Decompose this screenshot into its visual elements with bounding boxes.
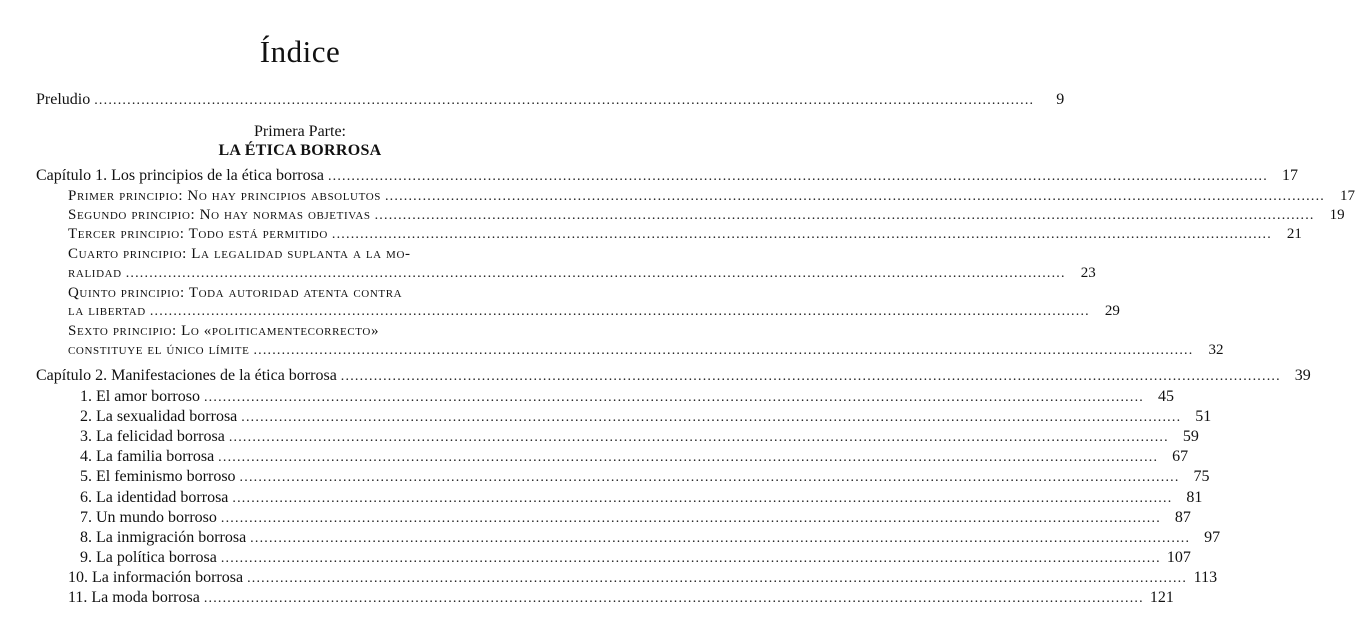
toc-entry-page: 87 <box>1174 509 1191 526</box>
toc-entry-principle-6 <box>68 341 1224 360</box>
toc-entry-label: 6. La identidad borrosa <box>80 489 229 506</box>
toc-entry-label: 2. La sexualidad borrosa <box>80 408 238 425</box>
toc-entry-label: 8. La inmigración borrosa <box>80 529 247 546</box>
toc-entry-label: Primer principio: No hay principios absolutos <box>68 188 381 204</box>
toc-entry-label: constituye el único límite <box>68 342 250 358</box>
toc-entry-label: la libertad <box>68 303 146 319</box>
toc-entry-page: 121 <box>1149 589 1174 606</box>
toc-entry-page: 113 <box>1193 569 1218 586</box>
toc-entry-section-2 <box>80 407 1212 427</box>
dot-leader: ........................................................................................................................................................................................................ <box>228 430 1169 445</box>
toc-entry-page: 29 <box>1104 303 1120 319</box>
toc-entry-section-4 <box>80 447 1189 467</box>
toc-entry-label: Capítulo 1. Los principios de la ética borrosa <box>36 167 324 184</box>
toc-entry-label: 1. El amor borroso <box>80 388 200 405</box>
dot-leader: ........................................................................................................................................................................................................ <box>149 304 1090 319</box>
dot-leader: ........................................................................................................................................................................................................ <box>220 511 1161 526</box>
toc-entry-page: 32 <box>1208 342 1224 358</box>
toc-entry-section-5 <box>80 467 1210 487</box>
toc-entry-label: Tercer principio: Todo está permitido <box>68 226 328 242</box>
toc-entry-principle-2 <box>68 206 1345 225</box>
toc-entry-section-6 <box>80 488 1203 508</box>
toc-entry-section-7 <box>80 508 1191 528</box>
toc-entry-chapter-2 <box>36 366 1311 386</box>
toc-entry-page: 67 <box>1172 448 1189 465</box>
page-title: Índice <box>259 34 341 69</box>
part-title: LA ÉTICA BORROSA <box>218 142 382 159</box>
toc-entry-chapter-1 <box>36 166 1298 186</box>
dot-leader: ........................................................................................................................................................................................................ <box>247 571 1188 586</box>
dot-leader: ........................................................................................................................................................................................................ <box>384 189 1325 204</box>
toc-entry-page: 107 <box>1166 549 1191 566</box>
toc-entry-page: 39 <box>1294 367 1311 384</box>
dot-leader: ........................................................................................................................................................................................................ <box>241 410 1182 425</box>
toc-entry-principle-4 <box>68 264 1096 283</box>
toc-entry-principle-1 <box>68 187 1355 206</box>
toc-entry-principle-3 <box>68 225 1302 244</box>
toc-entry-label: 9. La política borrosa <box>80 549 217 566</box>
toc-entry-page: 9 <box>1056 91 1065 108</box>
toc-entry-section-11 <box>68 588 1174 608</box>
dot-leader: ........................................................................................................................................................................................................ <box>250 531 1191 546</box>
toc-entry-principle-6-line-1: Sexto principio: Lo «politicamentecorrecto» <box>68 323 380 339</box>
toc-entry-page: 51 <box>1195 408 1212 425</box>
dot-leader: ........................................................................................................................................................................................................ <box>220 551 1161 566</box>
dot-leader: ........................................................................................................................................................................................................ <box>253 343 1194 358</box>
toc-entry-label: ralidad <box>68 265 122 281</box>
toc-entry-label: Preludio <box>36 91 91 108</box>
toc-entry-label: 11. La moda borrosa <box>68 589 200 606</box>
toc-entry-page: 75 <box>1193 468 1210 485</box>
dot-leader: ........................................................................................................................................................................................................ <box>374 208 1315 223</box>
toc-entry-label: Capítulo 2. Manifestaciones de la ética borrosa <box>36 367 337 384</box>
toc-entry-label: 3. La felicidad borrosa <box>80 428 225 445</box>
toc-entry-page: 21 <box>1286 226 1302 242</box>
toc-entry-section-8 <box>80 528 1221 548</box>
toc-entry-label: 10. La información borrosa <box>68 569 244 586</box>
dot-leader: ........................................................................................................................................................................................................ <box>125 266 1066 281</box>
toc-entry-label: Segundo principio: No hay normas objetivas <box>68 207 371 223</box>
toc-entry-section-10 <box>68 568 1218 588</box>
dot-leader: ........................................................................................................................................................................................................ <box>218 450 1159 465</box>
toc-entry-section-9 <box>80 548 1191 568</box>
toc-entry-page: 17 <box>1339 188 1355 204</box>
dot-leader: ........................................................................................................................................................................................................ <box>331 227 1272 242</box>
toc-entry-page: 81 <box>1186 489 1203 506</box>
toc-entry-label: 5. El feminismo borroso <box>80 468 236 485</box>
dot-leader: ........................................................................................................................................................................................................ <box>327 169 1268 184</box>
toc-entry-page: 45 <box>1157 388 1174 405</box>
dot-leader: ........................................................................................................................................................................................................ <box>203 390 1144 405</box>
toc-entry-label: 4. La familia borrosa <box>80 448 215 465</box>
toc-entry-page: 23 <box>1080 265 1096 281</box>
toc-entry-page: 17 <box>1281 167 1298 184</box>
toc-entry-section-3 <box>80 427 1199 447</box>
dot-leader: ........................................................................................................................................................................................................ <box>239 470 1180 485</box>
dot-leader: ........................................................................................................................................................................................................ <box>203 591 1144 606</box>
toc-entry-label: 7. Un mundo borroso <box>80 509 217 526</box>
toc-entry-page: 97 <box>1204 529 1221 546</box>
part-number: Primera Parte: <box>254 123 346 140</box>
dot-leader: ........................................................................................................................................................................................................ <box>94 93 1035 108</box>
toc-entry-preludio <box>36 90 1065 110</box>
toc-entry-page: 59 <box>1182 428 1199 445</box>
toc-entry-page: 19 <box>1329 207 1345 223</box>
toc-entry-section-1 <box>80 387 1174 407</box>
toc-entry-principle-5-line-1: Quinto principio: Toda autoridad atenta contra <box>68 285 403 301</box>
dot-leader: ........................................................................................................................................................................................................ <box>340 369 1281 384</box>
toc-entry-principle-5 <box>68 302 1120 321</box>
dot-leader: ........................................................................................................................................................................................................ <box>232 491 1173 506</box>
toc-entry-principle-4-line-1: Cuarto principio: La legalidad suplanta a la mo- <box>68 246 411 262</box>
